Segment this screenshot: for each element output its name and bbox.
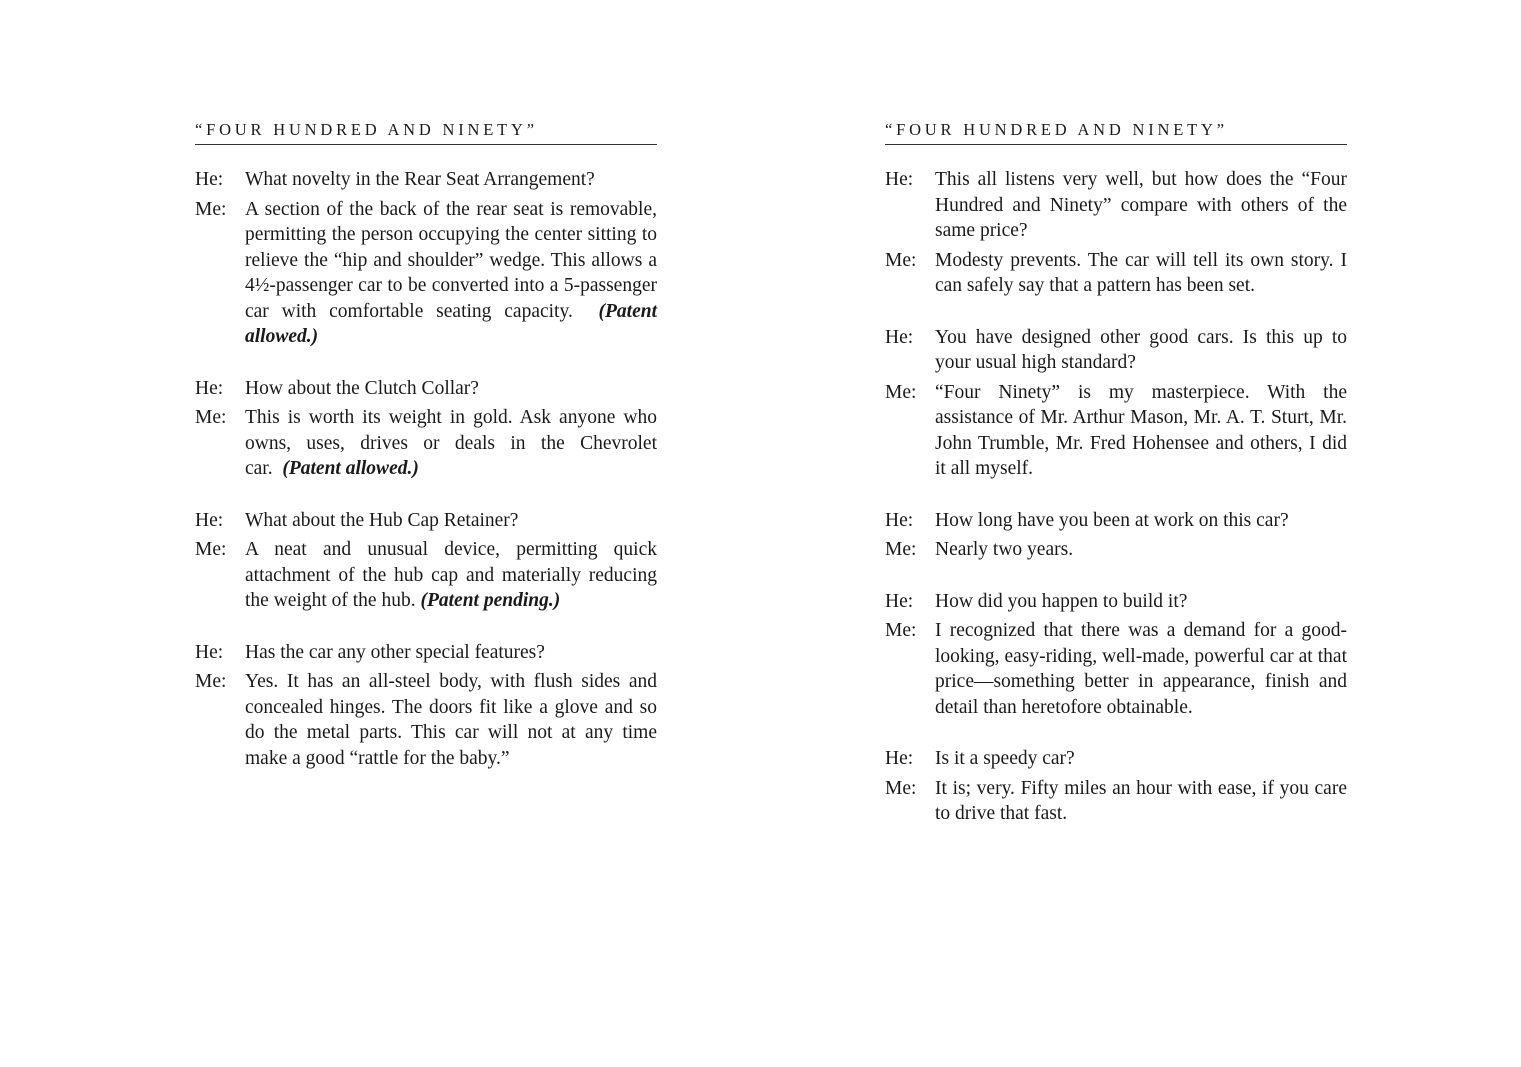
dialogue-question — [885, 589, 1347, 615]
dialogue-question — [195, 376, 657, 402]
running-head: “FOUR HUNDRED AND NINETY” — [885, 118, 1347, 145]
dialogue-answer — [195, 197, 657, 350]
speaker-label: Me: — [885, 539, 917, 560]
answer-body: This is worth its weight in gold. Ask anyone who owns, uses, drives or deals in the Chevrolet car. — [245, 407, 657, 479]
dialogue-answer — [885, 537, 1347, 563]
dialogue-answer — [195, 669, 657, 771]
answer-body: A section of the back of the rear seat is removable, permitting the person occupying the center sitting to relieve the “hip and shoulder” wedge. This allows a 4½-passenger car to be converted into a 5-passenger car with comfortable seating capacity. — [245, 198, 657, 322]
right-page — [885, 118, 1347, 827]
answer-text: I recognized that there was a demand for a good-looking, easy-riding, well-made, powerful car at that price—something better in appearance, finish and detail than heretofore obtainable. — [935, 620, 1347, 718]
question-text: How about the Clutch Collar? — [245, 377, 479, 399]
speaker-label: He: — [885, 748, 914, 769]
patent-note: (Patent allowed.) — [282, 458, 419, 479]
patent-note: (Patent allowed.) — [245, 300, 657, 347]
speaker-label: He: — [885, 169, 914, 190]
question-text: Is it a speedy car? — [935, 748, 1075, 769]
speaker-label: Me: — [195, 671, 227, 692]
dialogue-answer — [885, 380, 1347, 482]
answer-text — [245, 197, 657, 350]
dialogue-question — [885, 167, 1347, 244]
question-text: You have designed other good cars. Is this up to your usual high standard? — [935, 326, 1347, 373]
speaker-label: He: — [885, 509, 914, 531]
speaker-label: Me: — [195, 198, 227, 220]
dialogue-answer — [885, 776, 1347, 827]
speaker-label: Me: — [195, 539, 227, 560]
speaker-label: Me: — [885, 381, 917, 403]
dialogue-question — [195, 508, 657, 534]
speaker-label: He: — [195, 377, 224, 399]
answer-text — [245, 405, 657, 482]
patent-note: (Patent pending.) — [420, 590, 561, 611]
answer-text: It is; very. Fifty miles an hour with ease, if you care to drive that fast. — [935, 777, 1347, 824]
question-text: Has the car any other special features? — [245, 641, 545, 663]
running-head: “FOUR HUNDRED AND NINETY” — [195, 118, 657, 145]
speaker-label: He: — [195, 169, 224, 190]
speaker-label: Me: — [885, 777, 917, 799]
answer-text: “Four Ninety” is my masterpiece. With the assistance of Mr. Arthur Mason, Mr. A. T. Sturt, Mr. John Trumble, Mr. Fred Hohensee and others, I did it all myself. — [935, 381, 1347, 479]
speaker-label: He: — [885, 590, 914, 612]
answer-text — [245, 537, 657, 614]
dialogue-question — [195, 640, 657, 666]
speaker-label: He: — [885, 326, 914, 348]
dialogue-question — [885, 746, 1347, 772]
dialogue-answer — [195, 537, 657, 614]
dialogue-answer — [885, 618, 1347, 720]
answer-text: Nearly two years. — [935, 539, 1074, 560]
speaker-label: Me: — [885, 249, 917, 271]
question-text: What novelty in the Rear Seat Arrangement? — [245, 169, 595, 190]
dialogue-answer — [195, 405, 657, 482]
dialogue-answer — [885, 248, 1347, 299]
question-text: What about the Hub Cap Retainer? — [245, 509, 519, 531]
answer-text: Yes. It has an all-steel body, with flush sides and concealed hinges. The doors fit like a glove and so do the metal parts. This car will not at any time make a good “rattle for the baby.” — [245, 671, 657, 769]
question-text: How did you happen to build it? — [935, 590, 1188, 612]
speaker-label: He: — [195, 641, 224, 663]
speaker-label: Me: — [195, 407, 227, 428]
question-text: This all listens very well, but how does the “Four Hundred and Ninety” compare with others of the same price? — [935, 169, 1347, 241]
speaker-label: He: — [195, 509, 224, 531]
dialogue-question — [885, 325, 1347, 376]
dialogue-question — [885, 508, 1347, 534]
answer-body: A neat and unusual device, permitting quick attachment of the hub cap and materially reducing the weight of the hub. — [245, 539, 657, 611]
speaker-label: Me: — [885, 620, 917, 641]
question-text: How long have you been at work on this car? — [935, 509, 1289, 531]
answer-text: Modesty prevents. The car will tell its own story. I can safely say that a pattern has been set. — [935, 249, 1347, 296]
dialogue-question — [195, 167, 657, 193]
left-page — [195, 118, 657, 771]
